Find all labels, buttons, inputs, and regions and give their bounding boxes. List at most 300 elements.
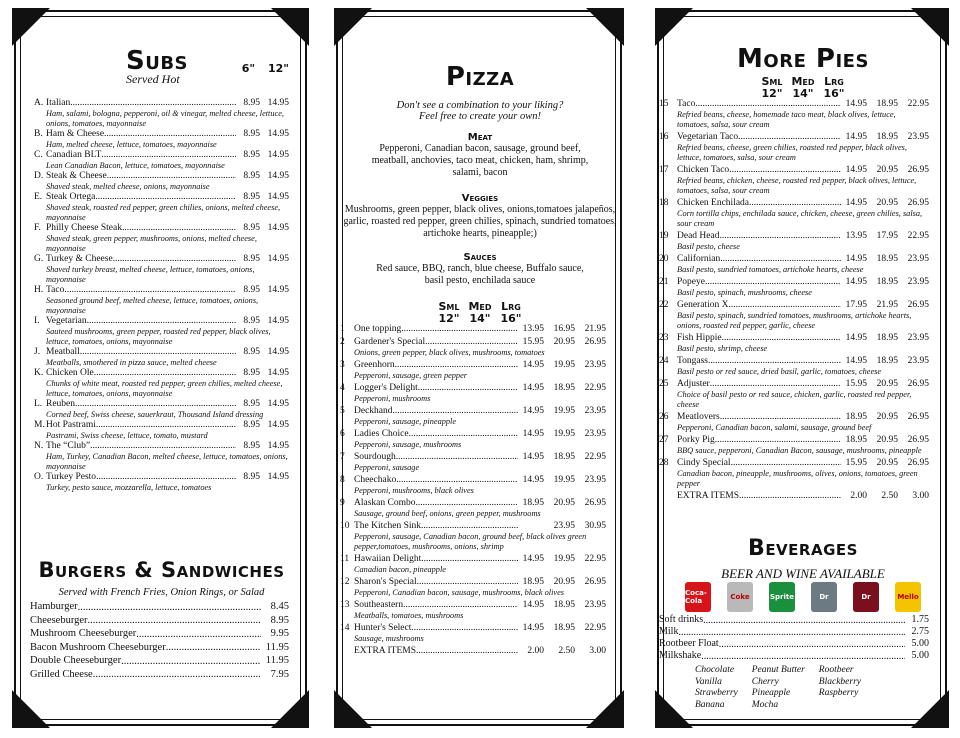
sub-price-12: 14.95 <box>267 129 289 139</box>
sub-price-6: 8.95 <box>243 223 260 233</box>
pizza-price-lrg: 23.95 <box>584 475 606 486</box>
flavor-column <box>752 665 805 711</box>
pie-price-med: 18.95 <box>876 277 898 288</box>
size-lrg: Lrg <box>501 300 521 313</box>
pie-price-sml: 18.95 <box>845 435 867 446</box>
pie-price-lrg: 26.95 <box>907 379 929 390</box>
flavor-item: Mocha <box>751 699 779 710</box>
sub-price-12: 14.95 <box>267 192 289 202</box>
pie-description: Refried beans, cheese, homemade taco meat, black olives, lettuce, tomatoes, salsa, sour cream <box>677 110 896 130</box>
burger-name: Mushroom Cheeseburger <box>30 628 137 639</box>
sub-description: Shaved steak, green pepper, mushrooms, onions, melted cheese, mayonnaise <box>46 234 257 253</box>
beverage-name: Rootbeer Float <box>659 638 719 649</box>
size-16in: 16" <box>823 86 845 100</box>
pie-name: Generation X <box>677 300 729 311</box>
pizza-item <box>340 452 606 473</box>
pizza-item <box>340 337 606 358</box>
pizza-item <box>340 646 606 657</box>
pie-price-lrg: 26.95 <box>907 435 929 446</box>
sub-item-row <box>34 171 289 182</box>
pie-name: Cindy Special <box>677 458 731 469</box>
sub-item <box>34 192 289 223</box>
pizza-name: Gardener's Special <box>354 337 426 348</box>
pizza-number: 7 <box>340 452 345 463</box>
flavor-item: Cherry <box>751 676 779 687</box>
size-sml: Sml <box>761 75 783 88</box>
pizza-number: 8 <box>340 475 345 486</box>
size-6-label: 6" <box>241 62 256 75</box>
pie-price-lrg: 23.95 <box>907 254 929 265</box>
pie-price-sml: 14.95 <box>845 333 867 344</box>
pizza-price-sml: 14.95 <box>522 600 544 611</box>
pie-name: Fish Hippie <box>677 333 722 344</box>
pizza-price-med: 20.95 <box>553 577 575 588</box>
pie-price-sml: 15.95 <box>845 379 867 390</box>
flavor-column <box>695 665 738 711</box>
pie-price-med: 20.95 <box>876 198 898 209</box>
sub-description: Lean Canadian Bacon, lettuce, tomatoes, mayonnaise <box>46 161 225 170</box>
pizza-item <box>340 577 606 598</box>
pizza-description: Pepperoni, sausage, Canadian bacon, ground beef, black olives green pepper,tomatoes, mushrooms, onions, shrimp <box>354 532 587 552</box>
pie-number: 21 <box>659 277 669 288</box>
size-16in: 16" <box>500 311 522 325</box>
sub-item <box>34 98 289 129</box>
pizza-description: Pepperoni, sausage, pineapple <box>354 417 457 427</box>
sub-letter: J. <box>34 347 41 357</box>
pizza-price-sml: 14.95 <box>522 452 544 463</box>
sauces-list: Red sauce, BBQ, ranch, blue cheese, Buffalo sauce, basil pesto, enchilada sauce <box>376 263 584 286</box>
leader-dots <box>95 192 236 203</box>
sub-description: Turkey, pesto sauce, mozzarella, lettuce, tomatoes <box>46 483 212 492</box>
burger-price: 9.95 <box>270 628 289 639</box>
pizza-item-row <box>340 521 606 532</box>
beverage-name: Milk <box>659 626 679 637</box>
pizza-item <box>340 383 606 404</box>
pizza-price-med: 20.95 <box>553 498 575 509</box>
sub-price-12: 14.95 <box>267 347 289 357</box>
sub-letter: F. <box>34 223 41 233</box>
pie-item <box>659 333 929 354</box>
beverage-price: 5.00 <box>911 650 929 661</box>
leader-dots <box>418 383 518 394</box>
pizza-name: One topping <box>354 324 402 335</box>
pizza-description: Canadian bacon, pineapple <box>354 565 446 575</box>
sub-item <box>34 472 289 493</box>
burger-item <box>30 627 289 641</box>
pizza-price-med: 19.95 <box>553 429 575 440</box>
sub-item-row <box>34 192 289 203</box>
subs-subtitle: Served Hot <box>126 72 180 86</box>
pie-item <box>659 254 929 275</box>
pie-price-med: 17.95 <box>876 231 898 242</box>
size-med: Med <box>468 300 492 313</box>
sub-description: Pastrami, Swiss cheese, lettuce, tomato, mustard <box>46 431 208 440</box>
pizza-price-sml: 14.95 <box>522 475 544 486</box>
pie-item-row <box>659 412 929 423</box>
flavor-item: Banana <box>695 699 725 710</box>
pie-name: Californian <box>677 254 721 265</box>
subs-list <box>34 98 289 493</box>
pie-price-med: 18.95 <box>876 254 898 265</box>
meat-list: Pepperoni, Canadian bacon, sausage, ground beef, meatball, anchovies, taco meat, chicken, ham, shrimp, salami, bacon <box>371 143 589 178</box>
sub-price-6: 8.95 <box>243 399 260 409</box>
sub-description: Ham, Turkey, Canadian Bacon, melted cheese, lettuce, tomatoes, onions, mayonnaise <box>46 452 288 471</box>
leader-dots <box>393 406 518 417</box>
sub-letter: E. <box>34 192 43 202</box>
sub-item-row <box>34 441 289 452</box>
burgers-title: Burgers & Sandwiches <box>38 558 285 582</box>
pie-price-med: 2.50 <box>881 491 898 502</box>
leader-dots <box>416 646 518 657</box>
pie-number: 28 <box>659 458 669 469</box>
leader-dots <box>396 452 518 463</box>
pizza-description: Pepperoni, Canadian bacon, sausage, mushrooms, black olives <box>354 588 565 598</box>
pie-name: Taco <box>677 99 696 110</box>
pizza-price-sml: 14.95 <box>522 383 544 394</box>
pizza-name: Greenhorn <box>354 360 395 371</box>
sub-price-6: 8.95 <box>243 368 260 378</box>
leader-dots <box>722 333 841 344</box>
pizza-price-med: 19.95 <box>553 554 575 565</box>
sub-name: The “Club” <box>46 441 91 451</box>
pie-description: Basil pesto, sundried tomatoes, artichoke hearts, cheese <box>677 265 864 275</box>
pizza-number: 6 <box>340 429 345 440</box>
leader-dots <box>96 472 236 483</box>
pizza-item-row <box>340 452 606 463</box>
pizza-price-sml: 2.00 <box>527 646 544 657</box>
pie-price-sml: 14.95 <box>845 198 867 209</box>
sub-price-6: 8.95 <box>243 420 260 430</box>
leader-dots <box>96 420 236 431</box>
sub-price-12: 14.95 <box>267 285 289 295</box>
leader-dots <box>421 554 518 565</box>
leader-dots <box>107 171 236 182</box>
pie-price-sml: 14.95 <box>845 132 867 143</box>
pie-name: Adjuster <box>677 379 710 390</box>
sub-price-12: 14.95 <box>267 150 289 160</box>
pie-item-row <box>659 254 929 265</box>
pizza-price-lrg: 23.95 <box>584 406 606 417</box>
sub-letter: I. <box>34 316 40 326</box>
pie-price-sml: 14.95 <box>845 254 867 265</box>
leader-dots <box>695 99 841 110</box>
pie-number: 23 <box>659 333 669 344</box>
sub-description: Seasoned ground beef, melted cheese, lettuce, tomatoes, onions, mayonnaise <box>46 296 259 315</box>
sub-name: Italian <box>46 98 71 108</box>
pie-item <box>659 132 929 163</box>
sub-name: Turkey Pesto <box>46 472 97 482</box>
pie-item-row <box>659 300 929 311</box>
pizza-name: Sharon's Special <box>354 577 417 588</box>
pie-name: EXTRA ITEMS <box>677 491 740 502</box>
pie-item <box>659 412 929 433</box>
pie-price-lrg: 26.95 <box>907 300 929 311</box>
pizza-price-lrg: 22.95 <box>584 554 606 565</box>
sub-name: Canadian BLT <box>46 150 102 160</box>
pie-number: 25 <box>659 379 669 390</box>
leader-dots <box>113 254 236 265</box>
pie-item <box>659 165 929 196</box>
pie-description: Basil pesto, cheese <box>677 242 740 252</box>
size-med: Med <box>791 75 815 88</box>
pie-item-row <box>659 132 929 143</box>
pizza-number: 4 <box>340 383 345 394</box>
pie-name: Dead Head <box>677 231 720 242</box>
beverage-item <box>659 626 929 638</box>
pizza-item-row <box>340 646 606 657</box>
pie-price-lrg: 23.95 <box>907 132 929 143</box>
leader-dots <box>715 435 841 446</box>
pie-number: 20 <box>659 254 669 265</box>
leader-dots <box>749 198 841 209</box>
sub-item-row <box>34 98 289 109</box>
pizza-item-row <box>340 600 606 611</box>
pie-item <box>659 99 929 130</box>
pizza-price-med: 18.95 <box>553 452 575 463</box>
pie-price-med: 20.95 <box>876 435 898 446</box>
pizza-item-row <box>340 429 606 440</box>
sub-item-row <box>34 254 289 265</box>
pizza-price-med: 18.95 <box>553 623 575 634</box>
sub-description: Corned beef, Swiss cheese, sauerkraut, Thousand Island dressing <box>46 410 264 419</box>
pizza-number: 10 <box>340 521 350 532</box>
pie-number: 18 <box>659 198 669 209</box>
sub-item <box>34 223 289 254</box>
pie-item-row <box>659 491 929 502</box>
sub-item <box>34 171 289 192</box>
soda-logo-row <box>685 582 921 612</box>
pizza-tagline-1: Don't see a combination to your liking? <box>396 100 564 111</box>
sub-price-12: 14.95 <box>267 472 289 482</box>
sub-item-row <box>34 420 289 431</box>
pizza-price-med: 16.95 <box>553 324 575 335</box>
more-pies-panel <box>657 10 947 726</box>
pizza-title: Pizza <box>445 62 515 92</box>
pie-price-sml: 14.95 <box>845 165 867 176</box>
sub-letter: G. <box>34 254 44 264</box>
sub-letter: H. <box>34 285 44 295</box>
beverage-item <box>659 650 929 662</box>
pie-item-row <box>659 333 929 344</box>
sub-name: Turkey & Cheese <box>46 254 113 264</box>
pie-price-sml: 17.95 <box>845 300 867 311</box>
size-sml: Sml <box>438 300 460 313</box>
sub-price-12: 14.95 <box>267 441 289 451</box>
pie-name: Chicken Taco <box>677 165 730 176</box>
pizza-number: 3 <box>340 360 345 371</box>
leader-dots <box>136 628 261 641</box>
sub-price-6: 8.95 <box>243 347 260 357</box>
sub-letter: L. <box>34 399 43 409</box>
leader-dots <box>395 360 518 371</box>
sub-price-6: 8.95 <box>243 129 260 139</box>
burger-name: Cheeseburger <box>30 614 88 626</box>
sub-item <box>34 254 289 285</box>
pie-description: Refried beans, chicken, cheese, roasted red pepper, black olives, lettuce, tomatoes, salsa, sour cream <box>677 176 917 196</box>
leader-dots <box>64 285 236 296</box>
sub-name: Steak Ortega <box>46 192 96 202</box>
sub-price-6: 8.95 <box>243 171 260 181</box>
burger-price: 7.95 <box>270 668 289 680</box>
leader-dots <box>701 651 905 662</box>
pizza-price-lrg: 3.00 <box>589 646 606 657</box>
pie-description: Pepperoni, Canadian bacon, salami, sausage, ground beef <box>677 423 872 433</box>
pizza-name: EXTRA ITEMS <box>354 646 417 657</box>
sub-item-row <box>34 399 289 410</box>
pie-price-med: 20.95 <box>876 165 898 176</box>
pie-price-lrg: 23.95 <box>907 277 929 288</box>
sub-price-12: 14.95 <box>267 420 289 430</box>
pibb-can-icon: Dr <box>811 582 837 612</box>
sub-item-row <box>34 368 289 379</box>
pie-item <box>659 198 929 229</box>
pizza-price-med: 23.95 <box>553 521 575 532</box>
burger-item <box>30 668 289 682</box>
leader-dots <box>90 441 236 452</box>
pizza-price-lrg: 23.95 <box>584 600 606 611</box>
sub-letter: A. <box>34 98 44 108</box>
pizza-description: Pepperoni, sausage <box>354 463 420 473</box>
pizza-price-sml: 13.95 <box>522 324 544 335</box>
sub-name: Meatball <box>46 347 80 357</box>
pizza-price-lrg: 26.95 <box>584 577 606 588</box>
pie-item-row <box>659 379 929 390</box>
pizza-name: Hawaiian Delight <box>354 554 422 565</box>
pizza-size-header <box>354 301 606 324</box>
pie-description: Basil pesto, shrimp, cheese <box>677 344 768 354</box>
pizza-price-sml: 14.95 <box>522 623 544 634</box>
pizza-item <box>340 600 606 621</box>
leader-dots <box>417 577 518 588</box>
pizza-name: Southeastern <box>354 600 404 611</box>
pie-item <box>659 277 929 298</box>
pizza-item-row <box>340 554 606 565</box>
sub-item-row <box>34 347 289 358</box>
pizza-number: 11 <box>340 554 350 565</box>
pizza-item <box>340 429 606 450</box>
flavor-item: Raspberry <box>818 688 859 698</box>
pizza-price-lrg: 22.95 <box>584 452 606 463</box>
pizza-item-row <box>340 406 606 417</box>
pizza-item-row <box>340 475 606 486</box>
flavor-item: Pineapple <box>751 688 791 698</box>
leader-dots <box>166 641 261 654</box>
pizza-item <box>340 360 606 381</box>
sub-letter: N. <box>34 441 44 451</box>
sub-price-12: 14.95 <box>267 399 289 409</box>
pizza-price-lrg: 23.95 <box>584 360 606 371</box>
sub-price-12: 14.95 <box>267 98 289 108</box>
size-12in: 12" <box>761 86 783 100</box>
pie-price-lrg: 26.95 <box>907 165 929 176</box>
pizza-name: The Kitchen Sink <box>354 521 422 532</box>
pie-price-sml: 14.95 <box>845 99 867 110</box>
pizza-number: 5 <box>340 406 345 417</box>
burger-item <box>30 614 289 628</box>
flavor-item: Chocolate <box>695 665 735 675</box>
pizza-item-row <box>340 337 606 348</box>
sub-price-6: 8.95 <box>243 441 260 451</box>
pizza-price-lrg: 21.95 <box>584 324 606 335</box>
sub-description: Shaved steak, melted cheese, onions, mayonnaise <box>46 182 210 191</box>
pie-price-med: 20.95 <box>876 412 898 423</box>
pizza-description: Pepperoni, sausage, mushrooms <box>354 440 462 450</box>
pie-number: 24 <box>659 356 669 367</box>
pizza-description: Sausage, mushrooms <box>354 634 424 644</box>
pie-price-med: 20.95 <box>876 458 898 469</box>
sauces-heading: Sauces <box>463 252 497 263</box>
leader-dots <box>678 627 905 638</box>
pizza-item-row <box>340 383 606 394</box>
beverage-price: 2.75 <box>911 626 929 637</box>
leader-dots <box>121 655 261 668</box>
pie-price-sml: 15.95 <box>845 458 867 469</box>
burger-item <box>30 654 289 668</box>
pizza-price-lrg: 23.95 <box>584 429 606 440</box>
leader-dots <box>710 379 841 390</box>
sub-name: Vegetarian <box>46 316 87 326</box>
leader-dots <box>415 498 518 509</box>
more-pies-title: More Pies <box>737 44 869 74</box>
leader-dots <box>403 600 518 611</box>
leader-dots <box>80 347 236 358</box>
pizza-price-lrg: 22.95 <box>584 383 606 394</box>
sub-item-row <box>34 129 289 140</box>
sub-price-12: 14.95 <box>267 368 289 378</box>
sub-letter: D. <box>34 171 44 181</box>
sub-item-row <box>34 223 289 234</box>
pizza-item-row <box>340 623 606 634</box>
sub-letter: K. <box>34 368 44 378</box>
pie-item <box>659 435 929 456</box>
pizza-tagline-2: Feel free to create your own! <box>419 111 541 122</box>
sub-letter: O. <box>34 472 44 482</box>
pie-item-row <box>659 356 929 367</box>
beverage-price: 5.00 <box>911 638 929 649</box>
sub-name: Philly Cheese Steak <box>46 223 122 233</box>
pie-item-row <box>659 458 929 469</box>
pie-price-lrg: 26.95 <box>907 198 929 209</box>
veggies-list: Mushrooms, green pepper, black olives, onions,tomatoes jalapeños, garlic, roasted red pepper, green chilies, spinach, sundried tomatoes, artichoke hearts, pineapple;) <box>343 204 617 239</box>
sub-price-6: 8.95 <box>243 192 260 202</box>
sub-item <box>34 420 289 441</box>
sub-item <box>34 399 289 420</box>
burger-name: Double Cheeseburger <box>30 655 122 666</box>
pie-description: Basil pesto, spinach, mushrooms, cheese <box>677 288 812 298</box>
flavor-item: Strawberry <box>695 688 738 698</box>
pie-name: Tongass <box>677 356 709 367</box>
pie-number: 15 <box>659 99 669 110</box>
beverage-item <box>659 638 929 650</box>
pie-price-lrg: 22.95 <box>907 231 929 242</box>
sub-price-12: 14.95 <box>267 171 289 181</box>
pie-price-lrg: 23.95 <box>907 356 929 367</box>
pizza-price-med: 19.95 <box>553 475 575 486</box>
pie-number: 27 <box>659 435 669 446</box>
leader-dots <box>719 231 841 242</box>
leader-dots <box>104 129 236 140</box>
burger-item <box>30 641 289 655</box>
sub-item <box>34 316 289 347</box>
leader-dots <box>703 615 905 626</box>
pie-number: 26 <box>659 412 669 423</box>
flavor-item: Rootbeer <box>818 665 854 675</box>
pizza-price-lrg: 30.95 <box>584 521 606 532</box>
pizza-price-lrg: 22.95 <box>584 623 606 634</box>
sub-description: Meatballs, smothered in pizza sauce, melted cheese <box>46 358 217 367</box>
pie-price-lrg: 22.95 <box>907 99 929 110</box>
burger-price: 8.45 <box>270 601 289 612</box>
